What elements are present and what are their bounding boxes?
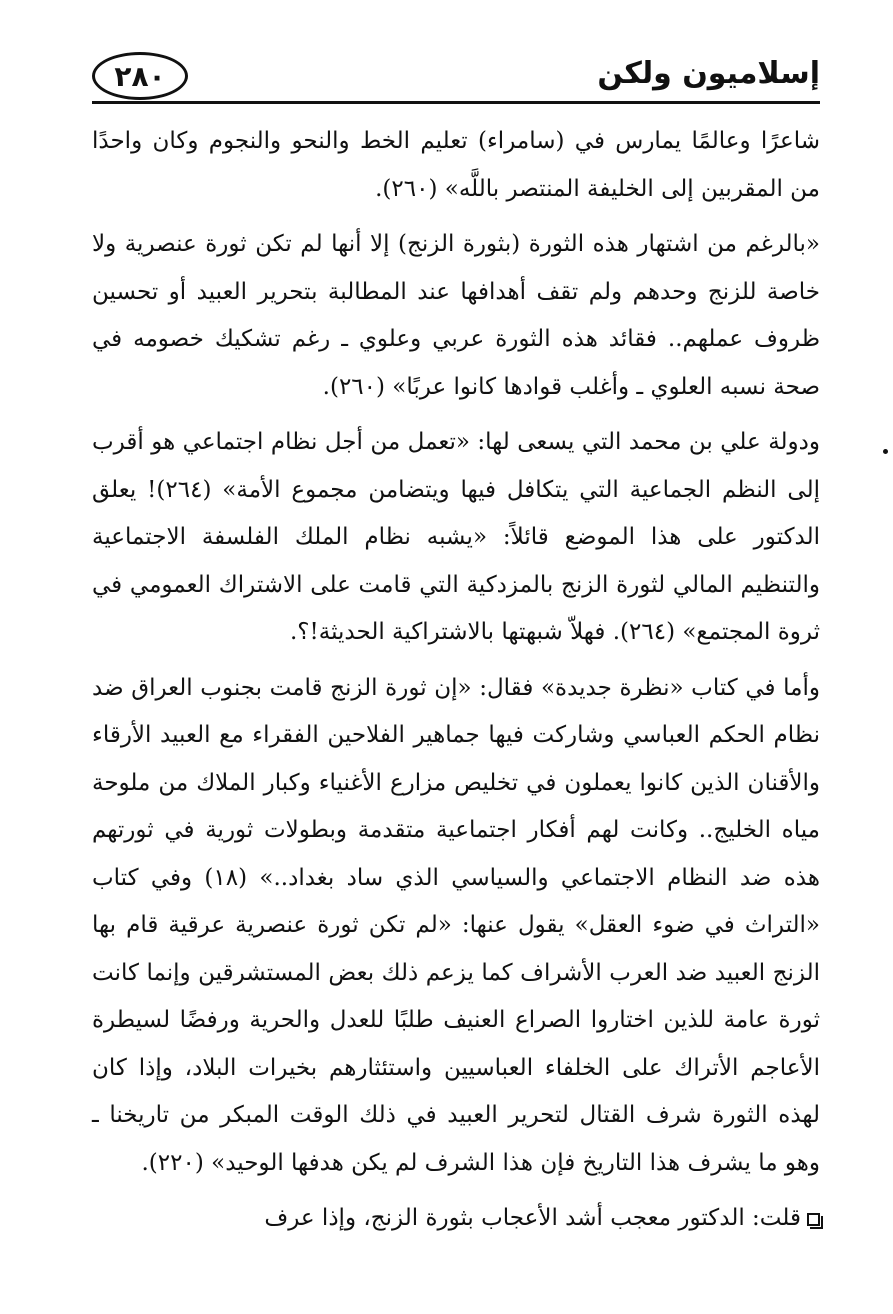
paragraph-1: شاعرًا وعالمًا يمارس في (سامراء) تعليم الخط والنحو والنجوم وكان واحدًا من المقربين إلى الخليفة المنتصر باللَّه» (٢٦٠). — [92, 128, 820, 202]
paragraph-3: ودولة علي بن محمد التي يسعى لها: «تعمل من أجل نظام اجتماعي هو أقرب إلى النظم الجماعية التي يتكافل فيها ويتضامن مجموع الأمة» (٢٦٤)! يعلق الدكتور على هذا الموضع قائلاً: «يشبه نظام الملك الفلسفة الاجتماعية والتنظيم المالي لثورة الزنج بالمزدكية التي قامت على الاشتراك العمومي في ثروة المجتمع» (٢٦٤). فهلاّ شبهتها بالاشتراكية الحديثة!؟. — [92, 429, 820, 645]
margin-mark — [883, 449, 888, 454]
paragraph-5-note — [92, 1195, 820, 1243]
paragraph-2: «بالرغم من اشتهار هذه الثورة (بثورة الزنج) إلا أنها لم تكن ثورة عنصرية ولا خاصة للزنج وحدهم ولم تقف أهدافها عند المطالبة بتحرير العبيد أو تحسين ظروف عملهم.. فقائد هذه الثورة عربي وعلوي ـ رغم تشكيك خصومه في صحة نسبه العلوي ـ وأغلب قوادها كانوا عربًا» (٢٦٠). — [92, 231, 820, 400]
running-title: إسلاميون ولكن — [597, 56, 820, 91]
paragraph-4: وأما في كتاب «نظرة جديدة» فقال: «إن ثورة الزنج قامت بجنوب العراق ضد نظام الحكم العباسي وشاركت فيها جماهير الفلاحين الفقراء مع العبيد الأرقاء والأقنان الذين كانوا يعملون في تخليص مزارع الأغنياء وكبار الملاك من ملوحة مياه الخليج.. وكانت لهم أفكار اجتماعية متقدمة وبطولات ثورية في ثورتهم هذه ضد النظام الاجتماعي والسياسي الذي ساد بغداد..» (١٨) وفي كتاب «التراث في ضوء العقل» يقول عنها: «لم تكن ثورة عنصرية عرقية قام بها الزنج العبيد ضد العرب الأشراف كما يزعم ذلك بعض المستشرقين وإنما كانت ثورة عامة للذين اختاروا الصراع العنيف طلبًا للعدل والحرية ورفضًا لسيطرة الأعاجم الأتراك على الخلفاء العباسيين واستئثارهم بخيرات البلاد، وإذا كان لهذه الثورة شرف القتال لتحرير العبيد في ذلك الوقت المبكر من تاريخنا ـ وهو ما يشرف هذا التاريخ فإن هذا الشرف لم يكن هدفها الوحيد» (٢٢٠). — [92, 674, 820, 1176]
header-divider — [92, 101, 820, 104]
note-marker-icon — [807, 1213, 820, 1226]
note-text: قلت: الدكتور معجب أشد الأعجاب بثورة الزنج، وإذا عرف — [264, 1205, 801, 1231]
body-text — [92, 118, 820, 1251]
page-header — [92, 44, 820, 104]
page-number: ٢٨٠ — [92, 52, 188, 100]
